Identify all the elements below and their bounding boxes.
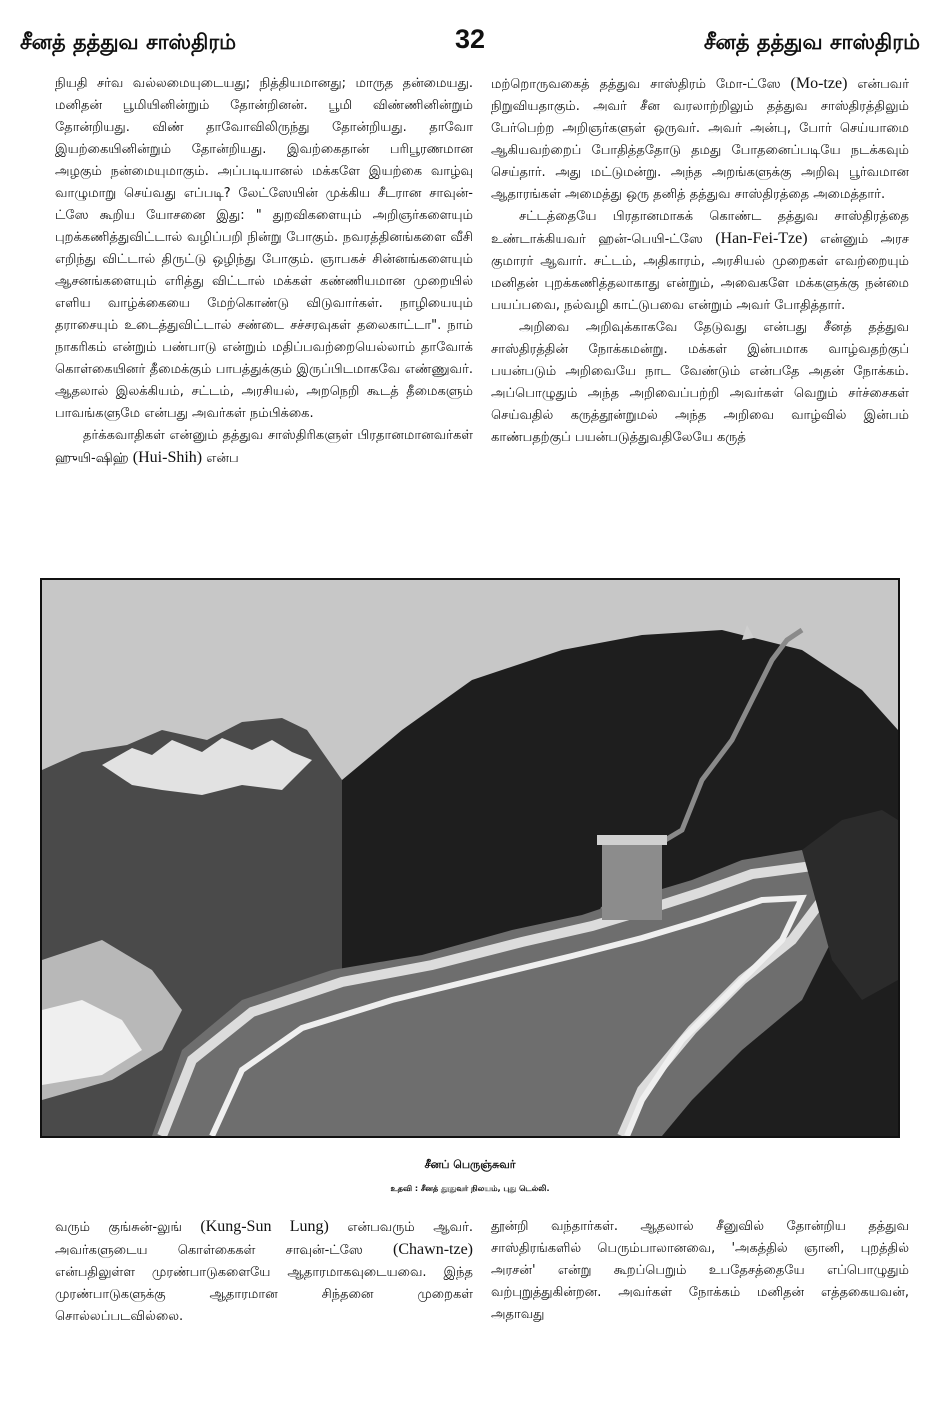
text-run: என்பவரும் ஆவர். அவர்களுடைய கொள்கைகள் சாவுன்-ட்ஸே [55, 1220, 474, 1258]
great-wall-photo [40, 578, 900, 1138]
figure-caption: சீனப் பெருஞ்சுவர் [424, 1158, 516, 1171]
latin-name: (Han-Fei-Tze) [715, 230, 808, 247]
paragraph [55, 425, 473, 470]
paragraph: அறிவை அறிவுக்காகவே தேடுவது என்பது சீனத் தத்துவ சாஸ்திரத்தின் நோக்கமன்று. மக்கள் இன்பமாக வாழ்வதற்குப் பயன்படும் அறிவையே நாட வேண்டும் என்பதே அதன் நோக்கம். அப்பொழுதும் அந்த அறிவைப்பற்றி அவர்கள் வெறும் சர்ச்சைகள் செய்வதில் கருத்தூன்றுமல் அந்த அறிவை வாழ்வில் இன்பம் காண்பதற்குப் பயன்படுத்துவதிலேயே கருத் [491, 320, 909, 445]
latin-name: (Mo-tze) [790, 75, 848, 92]
text-run: மற்றொருவகைத் தத்துவ சாஸ்திரம் மோ-ட்ஸே [491, 77, 791, 92]
top-left-column [55, 73, 473, 470]
paragraph: நியதி சர்வ வல்லமையுடையது; நித்தியமானது; மாருத தன்மையது. மனிதன் பூமியினின்றும் தோன்றினன். பூமி விண்ணினின்றும் தோன்றியது. விண் தாவோவிலிருந்து தோன்றியது. தாவோ இயற்கையினின்றும் தோன்றியது. இவற்கைதான் பரிபூரணமான அழகும் நன்மையுமாகும். அப்படியானல் மக்களே இயற்கை வாழ்வு வாழுமாறு செய்வது எப்படி? லேட்ஸேயின் முக்கிய சீடரான சாவுன்-ட்ஸே கூறிய யோசனை இது: " துறவிகளையும் அறிஞர்களையும் புறக்கணித்துவிட்டால் வழிப்பறி நின்று போகும். நவரத்தினங்களை வீசி எறிந்து விட்டால் திருட்டு ஒழிந்து போகும். ஞாபகச் சின்னங்களையும் ஆசனங்களையும் எரித்து விட்டால் மக்கள் கண்ணியமான முறையில் எளிய வாழ்க்கையை மேற்கொண்டு விடுவார்கள். நாழியையும் தராசையும் உடைத்துவிட்டால் சண்டை சச்சரவுகள் தலைகாட்டா". நாம் நாகரிகம் என்றும் பண்பாடு என்றும் மதிப்பவற்றையெல்லாம் தாவோக் கொள்கையினர் தீமைக்கும் பாபத்துக்கும் இருப்பிடமாகவே எண்ணுவர். ஆதலால் இலக்கியம், சட்டம், அரசியல், அறநெறி கூடத் தீமைகளும் பாவங்களுமே என்பது அவர்கள் நம்பிக்கை. [55, 76, 473, 421]
running-title-right: சீனத் தத்துவ சாஸ்திரம் [703, 30, 920, 54]
text-run: வரும் குங்சுன்-லுங் [55, 1220, 201, 1235]
latin-name: (Hui-Shih) [132, 449, 203, 466]
latin-name: (Chawn-tze) [393, 1241, 473, 1258]
paragraph [491, 206, 909, 317]
text-run: என்பவர் நிறுவியதாகும். அவர் சீன வரலாற்றிலும் தத்துவ சாஸ்திரத்திலும் பேர்பெற்ற அறிஞர்களுள் ஒருவர். அவர் அன்பு, போர் செய்யாமை ஆகியவற்றைப் போதித்ததோடு தமது போதனைப்படியே நடக்கவும் செய்தார். அது மட்டுமன்று. அந்த அறங்களுக்கு அறிவு பூர்வமான ஆதாரங்கள் அமைத்து ஒரு தனித் தத்துவ சாஸ்திரத்தை அமைத்தார். [491, 77, 909, 202]
text-run: தர்க்கவாதிகள் என்னும் தத்துவ சாஸ்திரிகளுள் பிரதானமானவர்கள் ஹுயி-ஷிஹ் [55, 428, 473, 466]
photo-illustration [42, 580, 898, 1136]
paragraph [491, 73, 909, 206]
running-title-left: சீனத் தத்துவ சாஸ்திரம் [20, 30, 237, 54]
page-number: 32 [454, 24, 486, 54]
paragraph: தூன்றி வந்தார்கள். ஆதலால் சீனுவில் தோன்றிய தத்துவ சாஸ்திரங்களில் பெரும்பாலானவை, 'அகத்தில் ஞானி, புறத்தில் அரசன்' என்று கூறப்பெறும் உபதேசத்தையே எப்பொழுதும் வற்புறுத்துகின்றன. அவர்கள் நோக்கம் மனிதன் எத்தகையவன், அதாவது [491, 1219, 909, 1322]
latin-name: (Kung-Sun Lung) [200, 1218, 329, 1235]
figure-credit: உதவி : சீனத் தூதுவர் நிலயம், புது டெல்லி. [390, 1184, 550, 1193]
top-right-column [491, 73, 909, 449]
text-run: என்பதிலுள்ள முரண்பாடுகளையே ஆதாரமாகவுடையவை. இந்த முரண்பாடுகளுக்கு ஆதாரமான சிந்தனை முறைகள் சொல்லப்படவில்லை. [55, 1265, 473, 1324]
text-run: என்னும் அரச குமாரர் ஆவார். சட்டம், அதிகாரம், அரசியல் முறைகள் எவற்றையும் மனிதன் புறக்கணித்தலாகாது என்றும், அவைகளே மக்களுக்கு நன்மை பயப்பவை, நல்வழி காட்டுபவை என்றும் அவர் போதித்தார். [491, 232, 909, 313]
bottom-right-column [491, 1216, 909, 1326]
text-run: சட்டத்தையே பிரதானமாகக் கொண்ட தத்துவ சாஸ்திரத்தை உண்டாக்கியவர் ஹன்-பெயி-ட்ஸே [491, 209, 909, 247]
bottom-left-column [55, 1216, 473, 1328]
page-header [20, 24, 920, 64]
text-run: என்ப [202, 451, 239, 466]
paragraph [55, 1216, 473, 1328]
